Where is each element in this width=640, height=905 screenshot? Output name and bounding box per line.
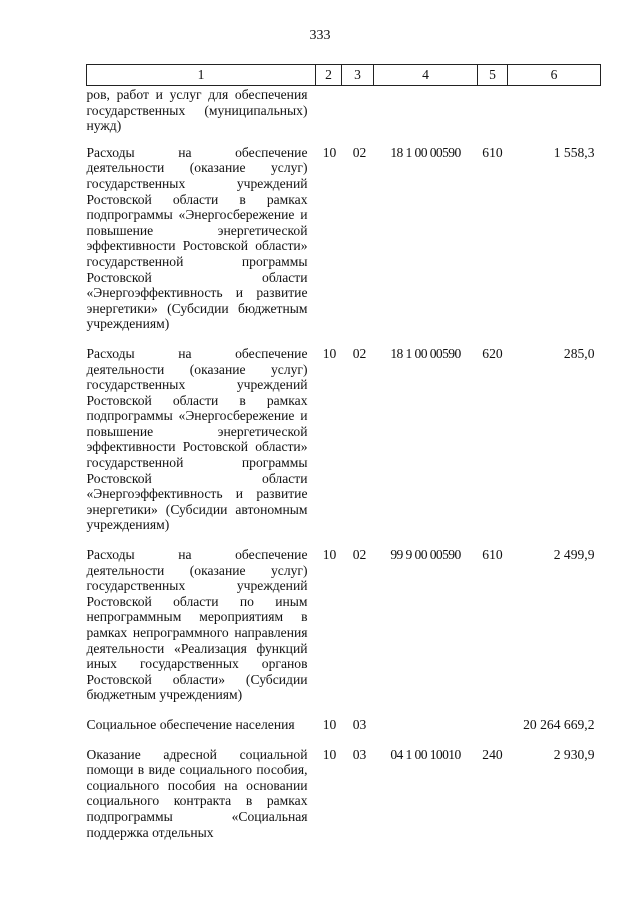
row-amount: 2 930,9	[553, 746, 595, 762]
row-amount: 2 499,9	[553, 547, 595, 563]
row-expense-type: 610	[482, 144, 503, 160]
row-target-article: 99 9 00 00590	[390, 547, 461, 563]
row-target-article: 04 1 00 10010	[390, 746, 461, 762]
col-header-section: 2	[316, 65, 342, 86]
row-section: 10	[322, 547, 337, 563]
row-amount: 20 264 669,2	[523, 716, 595, 732]
row-subsection: 02	[352, 345, 367, 361]
header-row	[87, 65, 601, 86]
row-section: 10	[322, 746, 337, 762]
page-number: 333	[309, 28, 331, 43]
row-target-article	[374, 717, 478, 747]
table-row	[87, 717, 601, 747]
col-header-expense-type: 5	[478, 65, 508, 86]
col-header-name: 1	[87, 65, 316, 86]
table-row	[87, 346, 601, 547]
row-section: 10	[322, 716, 337, 732]
row-subsection: 02	[352, 547, 367, 563]
table-row	[87, 747, 601, 855]
row-name: ров, работ и услуг для обеспечения государственных (муниципальных) нужд)	[86, 87, 308, 134]
row-section: 10	[322, 345, 337, 361]
row-amount: 1 558,3	[553, 144, 595, 160]
row-expense-type: 610	[482, 547, 503, 563]
row-amount: 285,0	[563, 345, 595, 361]
row-subsection: 02	[352, 144, 367, 160]
col-header-target-article: 4	[374, 65, 478, 86]
row-expense-type: 240	[482, 746, 503, 762]
row-subsection: 03	[352, 746, 367, 762]
row-name: Расходы на обеспечение деятельности (оказание услуг) государственных учреждений Ростовской области в рамках подпрограммы «Энергосбережение и повышение энергетической эффективности Ростовской области» государственной программы Ростовской области «Энергоэффективность и развитие энергетики» (Субсидии бюджетным учреждениям)	[86, 144, 308, 332]
row-target-article: 18 1 00 00590	[390, 144, 461, 160]
row-amount	[508, 86, 601, 145]
row-expense-type	[478, 717, 508, 747]
row-target-article: 18 1 00 00590	[390, 345, 461, 361]
budget-table	[86, 64, 601, 854]
row-name: Оказание адресной социальной помощи в виде социального пособия, социального пособия на основании социального контракта в рамках подпрограммы «Социальная поддержка отдельных	[86, 746, 308, 840]
row-subsection: 03	[352, 716, 367, 732]
row-name: Расходы на обеспечение деятельности (оказание услуг) государственных учреждений Ростовской области по иным непрограммным мероприятиям в рамках непрограммного направления деятельности «Реализация функций иных государственных органов Ростовской области» (Субсидии бюджетным учреждениям)	[86, 547, 308, 703]
row-target-article	[374, 86, 478, 145]
col-header-amount: 6	[508, 65, 601, 86]
row-expense-type: 620	[482, 345, 503, 361]
row-expense-type	[478, 86, 508, 145]
table-row	[87, 86, 601, 145]
row-section: 10	[322, 144, 337, 160]
table-row	[87, 547, 601, 717]
row-name: Социальное обеспечение населения	[86, 716, 295, 732]
table-row	[87, 145, 601, 346]
col-header-subsection: 3	[342, 65, 374, 86]
row-section	[316, 86, 342, 145]
row-subsection	[342, 86, 374, 145]
row-name: Расходы на обеспечение деятельности (оказание услуг) государственных учреждений Ростовской области в рамках подпрограммы «Энергосбережение и повышение энергетической эффективности Ростовской области» государственной программы Ростовской области «Энергоэффективность и развитие энергетики» (Субсидии автономным учреждениям)	[86, 345, 308, 533]
